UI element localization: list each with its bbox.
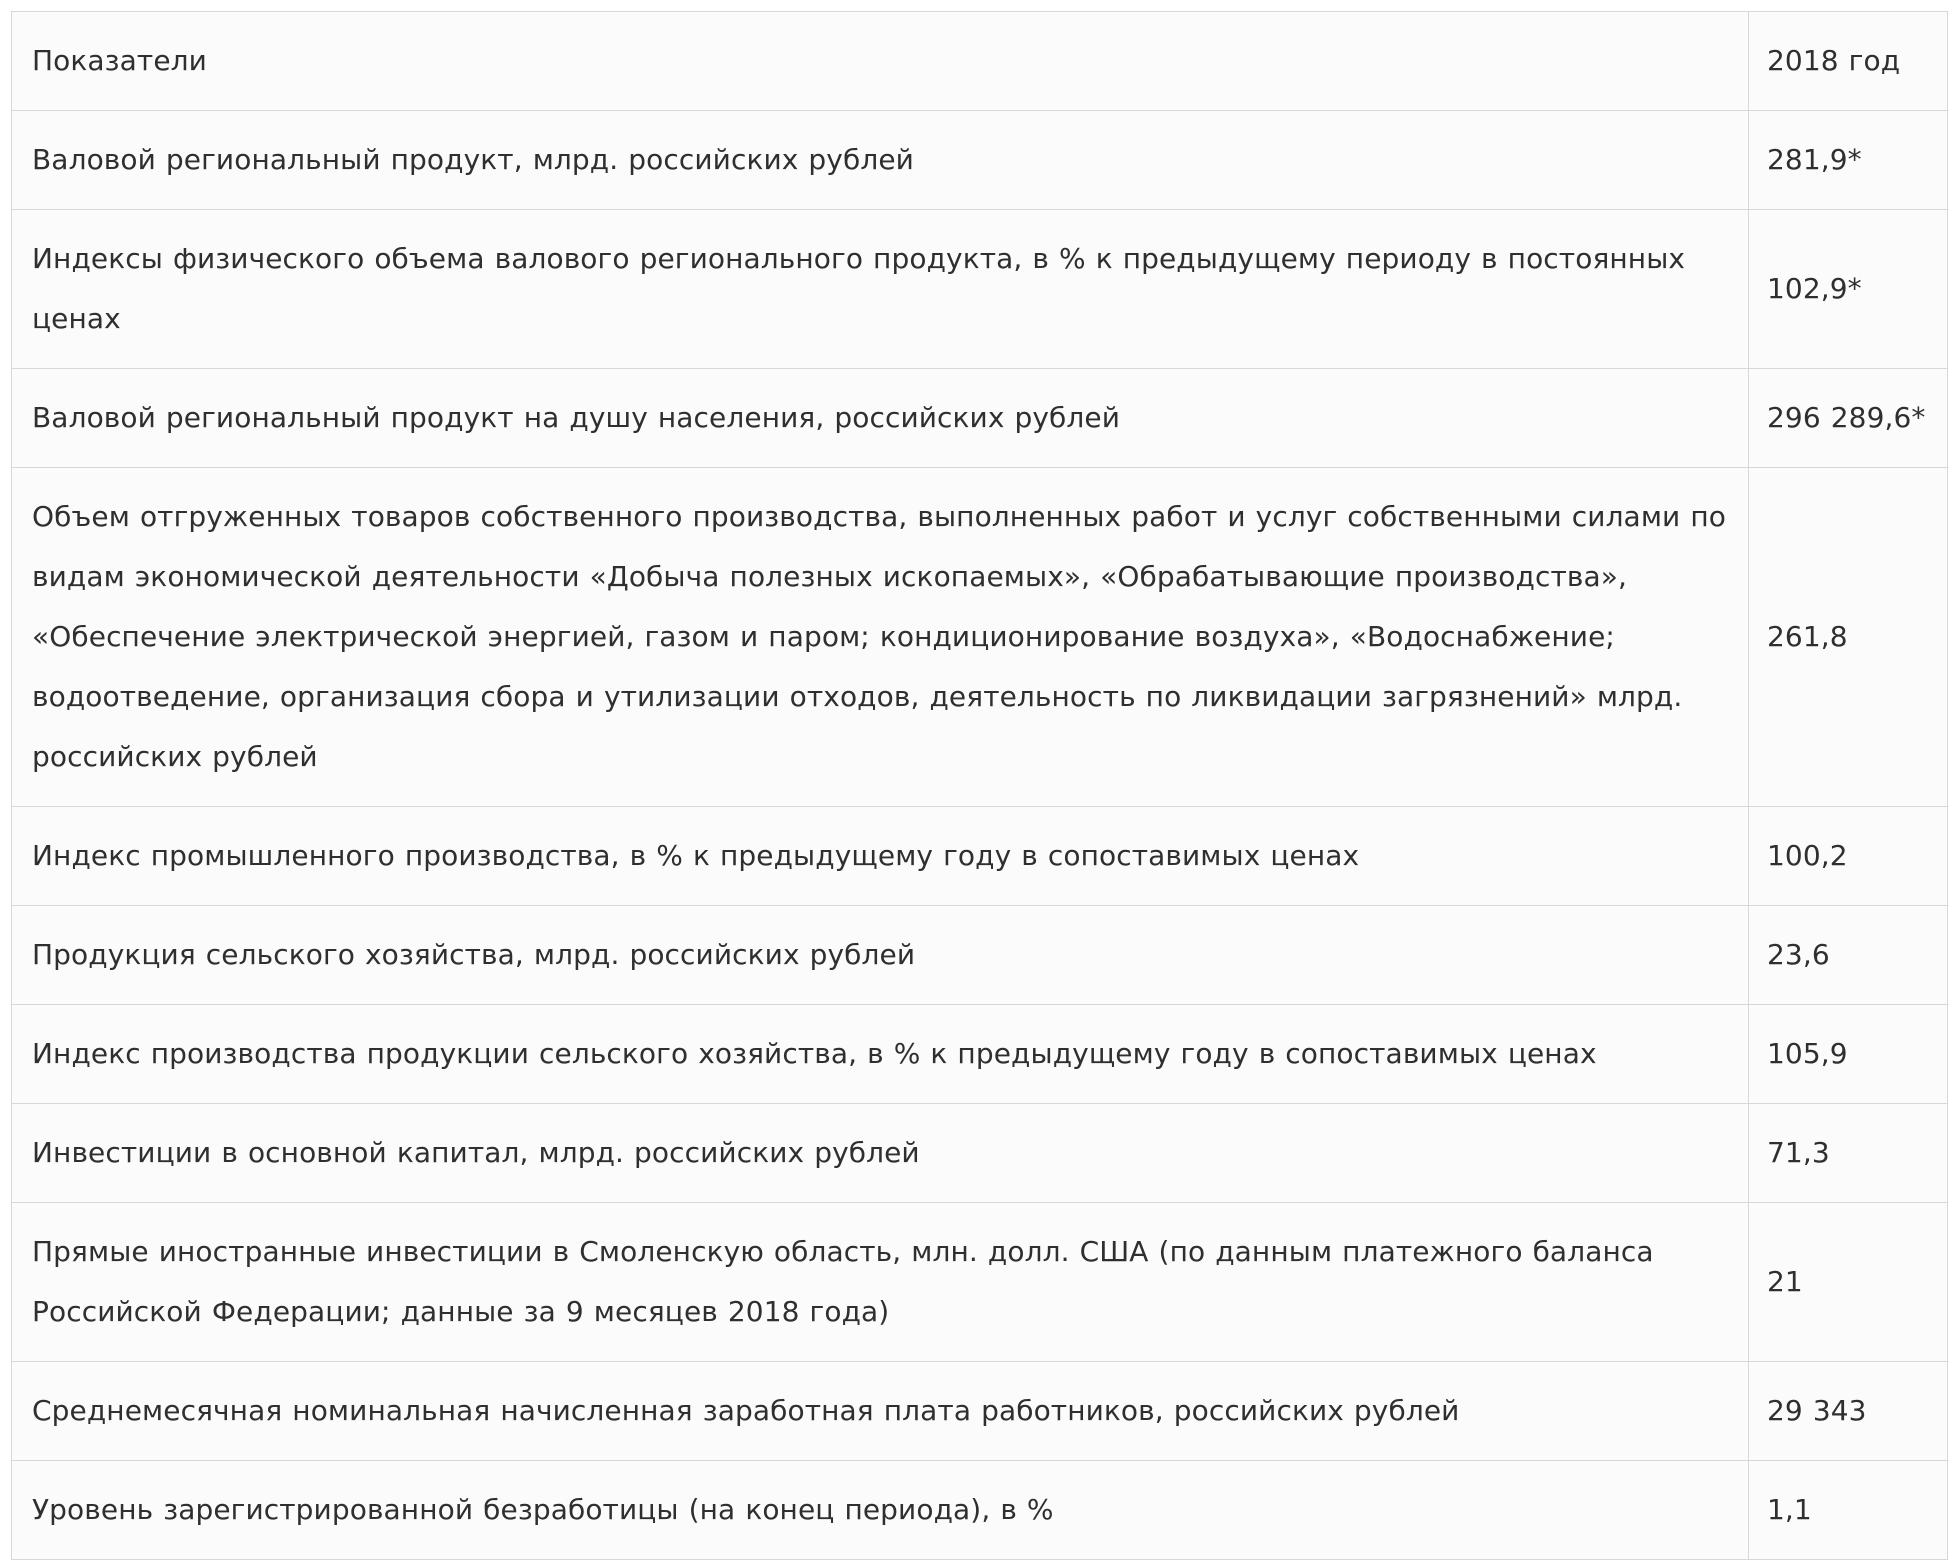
- row-value: 261,8: [1749, 468, 1948, 807]
- row-indicator: Объем отгруженных товаров собственного производства, выполненных работ и услуг собственными силами по видам экономической деятельности «Добыча полезных ископаемых», «Обрабатывающие производства», «Обеспечение электрической энергией, газом и паром; кондиционирование воздуха», «Водоснабжение; водоотведение, организация сбора и утилизации отходов, деятельность по ликвидации загрязнений» млрд. российских рублей: [12, 468, 1749, 807]
- row-value: 23,6: [1749, 906, 1948, 1005]
- row-value: 71,3: [1749, 1104, 1948, 1203]
- table-header-row: [12, 12, 1948, 111]
- row-value: 296 289,6*: [1749, 369, 1948, 468]
- row-value: 105,9: [1749, 1005, 1948, 1104]
- row-value: 102,9*: [1749, 210, 1948, 369]
- row-indicator: Инвестиции в основной капитал, млрд. российских рублей: [12, 1104, 1749, 1203]
- table-row: [12, 807, 1948, 906]
- row-value: 1,1: [1749, 1461, 1948, 1560]
- row-indicator: Валовой региональный продукт на душу населения, российских рублей: [12, 369, 1749, 468]
- table-row: [12, 1362, 1948, 1461]
- row-indicator: Среднемесячная номинальная начисленная заработная плата работников, российских рублей: [12, 1362, 1749, 1461]
- table-row: [12, 1203, 1948, 1362]
- row-indicator: Индексы физического объема валового регионального продукта, в % к предыдущему периоду в постоянных ценах: [12, 210, 1749, 369]
- table-row: [12, 210, 1948, 369]
- row-indicator: Продукция сельского хозяйства, млрд. российских рублей: [12, 906, 1749, 1005]
- row-indicator: Индекс промышленного производства, в % к предыдущему году в сопоставимых ценах: [12, 807, 1749, 906]
- table-row: [12, 468, 1948, 807]
- row-indicator: Уровень зарегистрированной безработицы (на конец периода), в %: [12, 1461, 1749, 1560]
- header-year: 2018 год: [1749, 12, 1948, 111]
- row-value: 100,2: [1749, 807, 1948, 906]
- table-row: [12, 111, 1948, 210]
- row-indicator: Прямые иностранные инвестиции в Смоленскую область, млн. долл. США (по данным платежного баланса Российской Федерации; данные за 9 месяцев 2018 года): [12, 1203, 1749, 1362]
- row-indicator: Валовой региональный продукт, млрд. российских рублей: [12, 111, 1749, 210]
- row-indicator: Индекс производства продукции сельского хозяйства, в % к предыдущему году в сопоставимых ценах: [12, 1005, 1749, 1104]
- table-row: [12, 1005, 1948, 1104]
- table-row: [12, 369, 1948, 468]
- table-row: [12, 906, 1948, 1005]
- indicators-table-container: [11, 11, 1947, 1560]
- header-indicator: Показатели: [12, 12, 1749, 111]
- table-row: [12, 1461, 1948, 1560]
- row-value: 281,9*: [1749, 111, 1948, 210]
- indicators-table: [11, 11, 1948, 1560]
- table-row: [12, 1104, 1948, 1203]
- row-value: 29 343: [1749, 1362, 1948, 1461]
- row-value: 21: [1749, 1203, 1948, 1362]
